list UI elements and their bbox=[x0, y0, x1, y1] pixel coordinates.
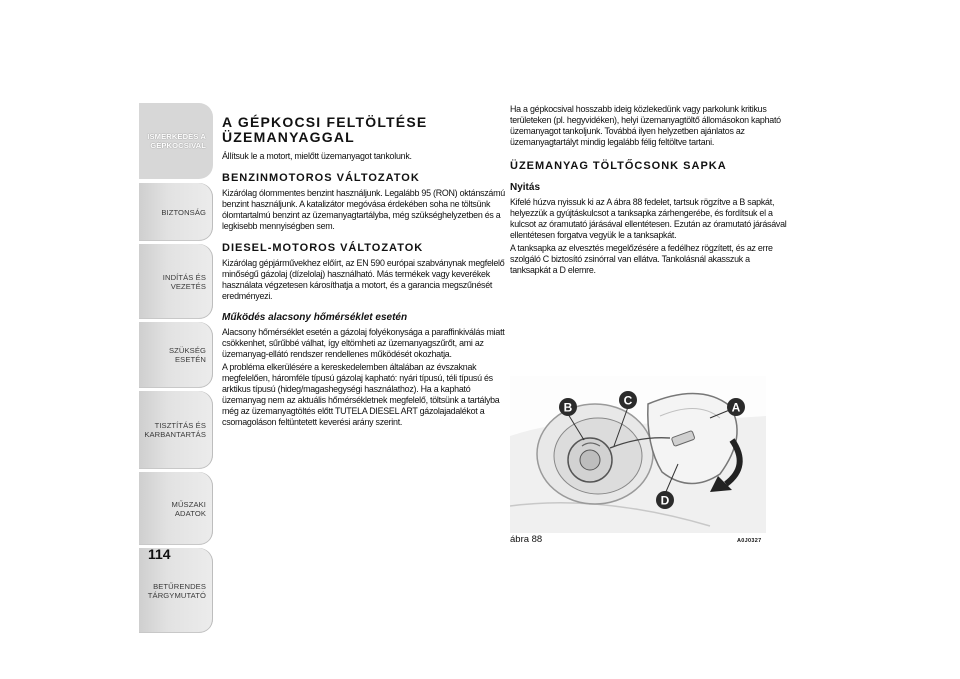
fuel-cap-figure bbox=[510, 376, 766, 533]
tab-label: INDÍTÁS ÉS VEZETÉS bbox=[162, 272, 206, 291]
intro-text: Állítsuk le a motort, mielőtt üzemanyagot tankolunk. bbox=[222, 151, 412, 161]
lowtemp-text-2: A probléma elkerülésére a kereskedelemben általában az évszaknak megfelelően, háromféle típusú gázolaj kapható: nyári típusú, téli típusú és arktikus típusú (hideg/magashegységi használathoz). Ha a kapható üzemanyag nem az aktuális hőmérsékletnek megfelelő, töltsünk a tartályba még az üzemanyagtöltés előtt TUTELA DIESEL ART gázolajadalékot a csomagoláson feltüntetett keverési arány szerint. bbox=[222, 362, 500, 427]
tab-szukseg[interactable] bbox=[139, 322, 213, 388]
diesel-text: Kizárólag gépjárművekhez előírt, az EN 590 európai szabványnak megfelelő minőségű gázolaj (dízelolaj) használható. Más termékek vagy keverékek használata végzetesen károsíthatja a motort, és a garancia megszűnését eredményezi. bbox=[222, 258, 505, 301]
callout-b bbox=[559, 398, 577, 416]
diesel-heading: DIESEL-MOTOROS VÁLTOZATOK bbox=[222, 242, 424, 254]
svg-text:D: D bbox=[660, 493, 670, 508]
lowtemp-text-1: Alacsony hőmérséklet esetén a gázolaj folyékonysága a paraffinkiválás miatt csökkenhet, sűrűbbé válhat, így eltömheti az üzemanyagszűrőt, ami az üzemanyag-ellátó rendszer rendellenes működését okozhatja. bbox=[222, 327, 505, 359]
tab-label: ISMERKEDÉS A GÉPKOCSIVAL bbox=[147, 132, 206, 150]
tab-label: BETŰRENDES TÁRGYMUTATÓ bbox=[147, 581, 206, 600]
tab-biztonsag[interactable] bbox=[139, 183, 213, 241]
tab-label: BIZTONSÁG bbox=[161, 207, 206, 217]
tab-label: SZÜKSÉG ESETÉN bbox=[169, 346, 206, 364]
page-number: 114 bbox=[148, 546, 171, 562]
svg-text:C: C bbox=[623, 393, 633, 408]
left-column bbox=[222, 104, 507, 430]
tab-muszaki[interactable] bbox=[139, 472, 213, 545]
petrol-heading: BENZINMOTOROS VÁLTOZATOK bbox=[222, 172, 420, 184]
opening-heading: Nyitás bbox=[510, 182, 541, 193]
tab-ismerkedes[interactable] bbox=[139, 103, 213, 179]
cap-heading: ÜZEMANYAG TÖLTŐCSONK SAPKA bbox=[510, 160, 727, 172]
petrol-text: Kizárólag ólommentes benzint használjunk. Legalább 95 (RON) oktánszámú benzint használjunk. A katalizátor megóvása érdekében soha ne töltsünk ólomtartalmú benzint az üzemanyagtartályba, még szükséghelyzetben és a legkisebb mennyiségben sem. bbox=[222, 188, 505, 231]
tab-tisztitas[interactable] bbox=[139, 391, 213, 469]
fuel-cap-illustration bbox=[510, 376, 766, 533]
tab-label: MŰSZAKI ADATOK bbox=[171, 499, 206, 518]
opening-text-2: A tanksapka az elvesztés megelőzésére a fedélhez rögzített, és az erre szolgáló C biztosító zsinórral van ellátva. Tankolásnál akasszuk a tanksapkát a D elemre. bbox=[510, 243, 773, 275]
callout-c bbox=[619, 391, 637, 409]
intro-paragraph: Ha a gépkocsival hosszabb ideig közlekedünk vagy parkolunk kritikus területeken (pl. hegyvidéken), helyi üzemanyagtöltő állomásokon kapható üzemanyagot tankoljunk. Továbbá ilyen helyzetben ajánlatos az üzemanyagtartályt mindig legalább félig feltöltve tartani. bbox=[510, 104, 781, 147]
callout-a bbox=[727, 398, 745, 416]
svg-text:B: B bbox=[563, 400, 573, 415]
lowtemp-heading: Működés alacsony hőmérséklet esetén bbox=[222, 312, 408, 323]
right-column bbox=[510, 104, 792, 278]
figure-caption: ábra 88 bbox=[510, 534, 543, 545]
opening-text-1: Kifelé húzva nyissuk ki az A ábra 88 fedelet, tartsuk rögzítve a B sapkát, helyezzük a gyújtáskulcsot a tanksapka zárhengerébe, és fordítsuk el a kulcsot az óramutató járásával ellentétesen. Ezután az óramutató járásával ellentétesen forgatva vegyük le a tanksapkát. bbox=[510, 197, 787, 240]
svg-text:A: A bbox=[731, 400, 741, 415]
tab-inditas[interactable] bbox=[139, 244, 213, 319]
callout-d bbox=[656, 491, 674, 509]
main-heading: A GÉPKOCSI FELTÖLTÉSE ÜZEMANYAGGAL bbox=[222, 114, 428, 145]
tab-label: TISZTÍTÁS ÉS KARBANTARTÁS bbox=[144, 421, 206, 439]
figure-code: A0J0327 bbox=[737, 538, 762, 544]
